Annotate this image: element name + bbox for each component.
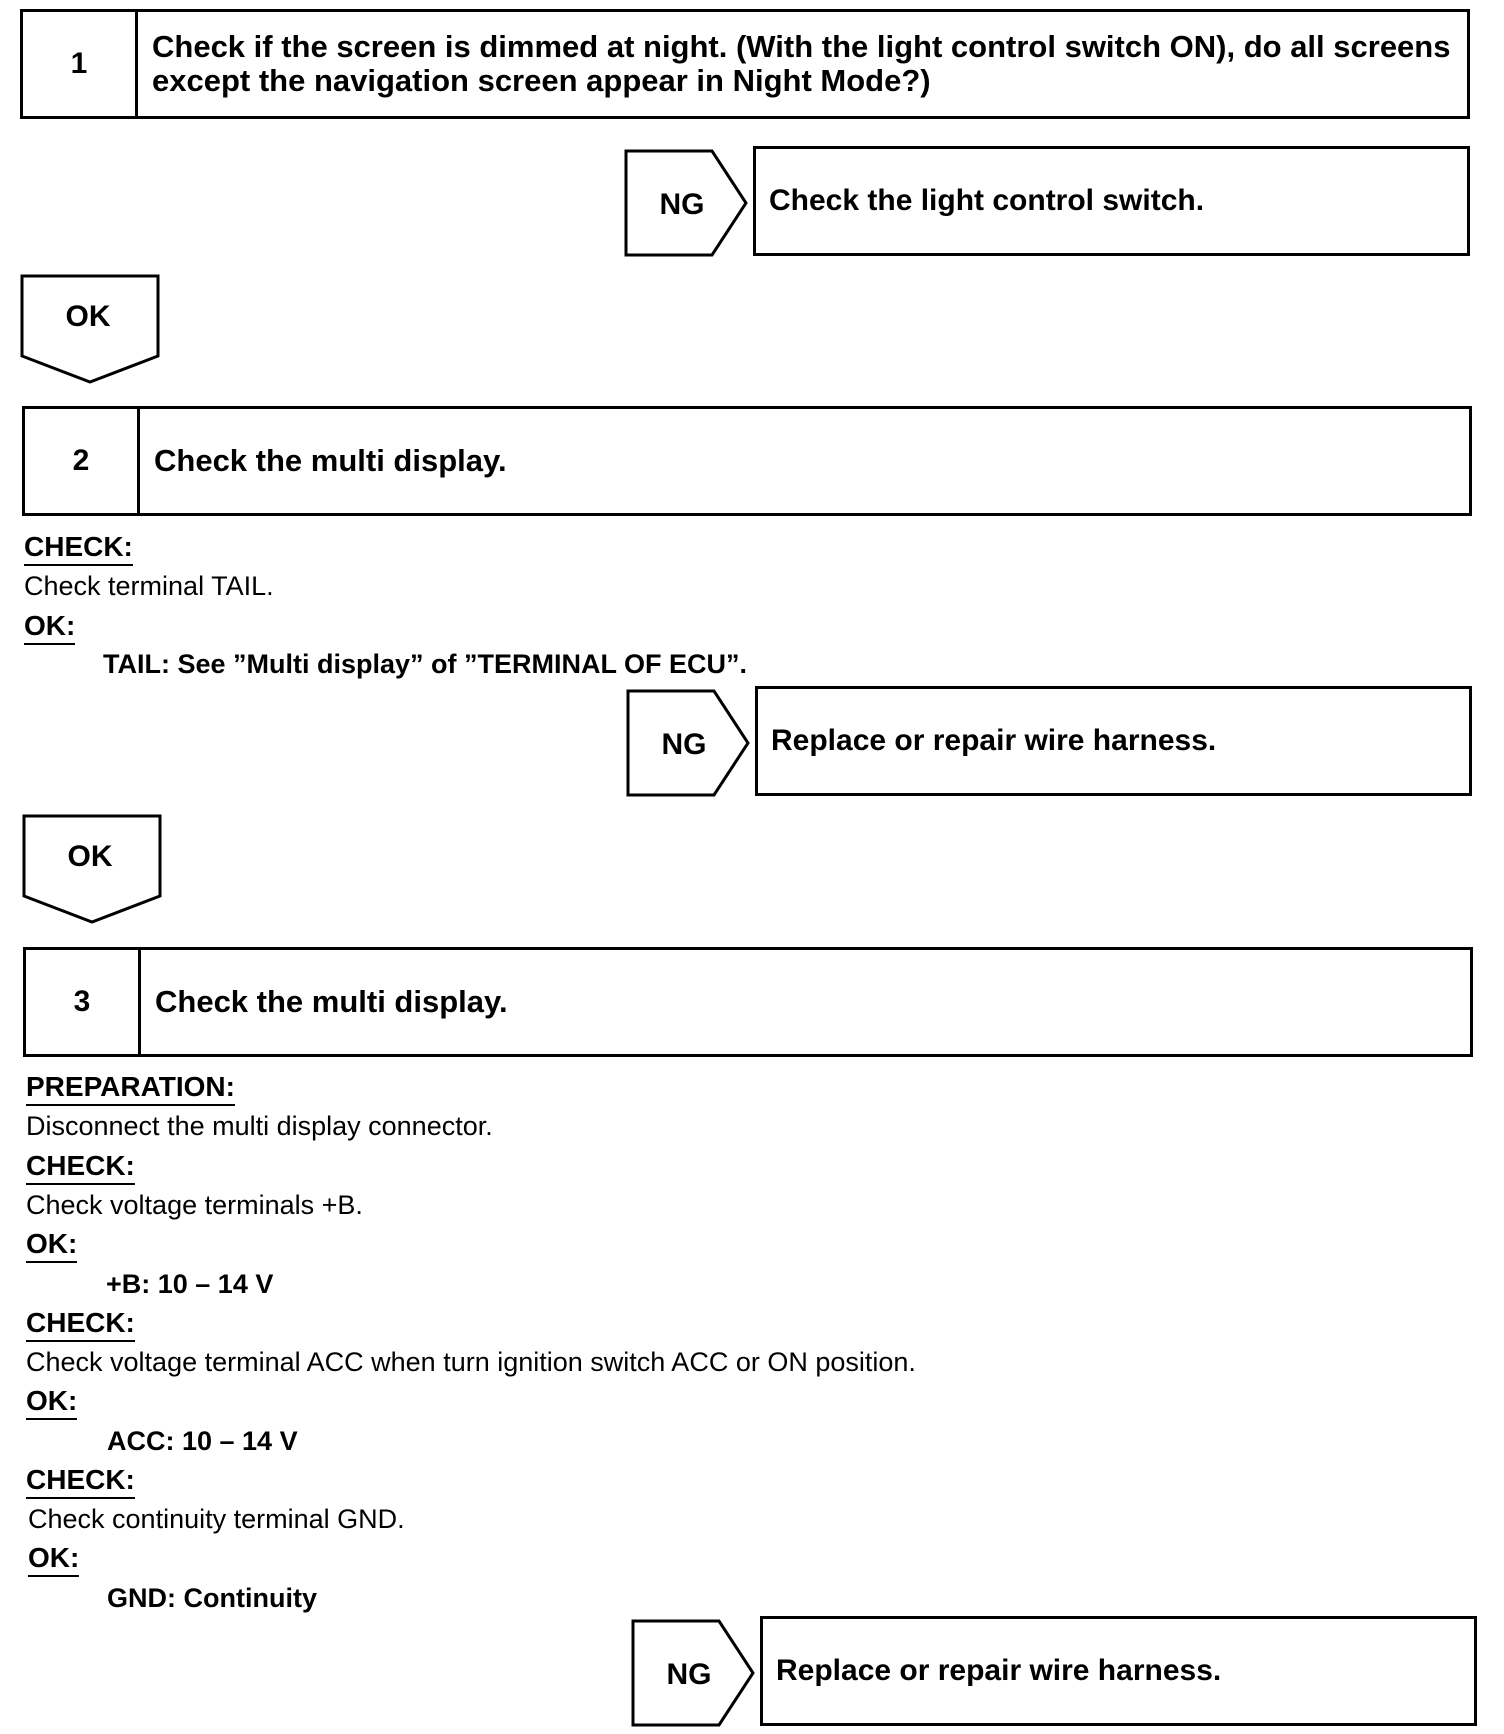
step-1-ng-action: Check the light control switch.: [769, 184, 1205, 217]
step-2-box: [22, 406, 1472, 516]
step-3-ok-2-heading: OK:: [26, 1385, 77, 1420]
step-3-preparation-text: Disconnect the multi display connector.: [26, 1111, 493, 1141]
step-2-ng-label: NG: [661, 728, 707, 761]
step-3-ok-1-heading: OK:: [26, 1228, 77, 1263]
step-2-ng-action-box: [755, 686, 1472, 796]
step-3-ng-action-box: [760, 1616, 1477, 1726]
step-2-check-label: CHECK:: [24, 531, 133, 566]
step-3-ok-3-text: GND: Continuity: [107, 1583, 317, 1613]
step-3-preparation-label: PREPARATION:: [26, 1071, 235, 1106]
step-1-box: [20, 9, 1470, 119]
step-2-ng-arrow: [626, 689, 752, 798]
step-3-ok-1-text: +B: 10 – 14 V: [106, 1269, 274, 1299]
step-3-check-2-label: CHECK:: [26, 1307, 135, 1342]
step-3-ng-label: NG: [666, 1658, 712, 1691]
step-2-number: 2: [25, 409, 140, 513]
step-1-ok-arrow: [20, 274, 162, 386]
step-2-ok-arrow: [22, 814, 164, 926]
step-2-ok-text: TAIL: See ”Multi display” of ”TERMINAL OF ECU”.: [103, 649, 748, 679]
step-3-check-3-text: Check continuity terminal GND.: [28, 1504, 405, 1534]
step-3-ng-arrow: [631, 1619, 757, 1728]
step-3-ok-3-heading: OK:: [28, 1542, 79, 1577]
step-2-ng-action: Replace or repair wire harness.: [771, 724, 1217, 757]
step-3-text: Check the multi display.: [155, 984, 508, 1019]
step-1-text: Check if the screen is dimmed at night. (With the light control switch ON), do all screens except the navigation screen appear in Night Mode?): [152, 29, 1451, 98]
step-3-box: [23, 947, 1473, 1057]
step-2-ok-label: OK: [67, 840, 113, 873]
step-3-number: 3: [26, 950, 141, 1054]
step-3-ok-2-text: ACC: 10 – 14 V: [107, 1426, 298, 1456]
step-3-check-3-label: CHECK:: [26, 1464, 135, 1499]
step-2-ok-heading: OK:: [24, 610, 75, 645]
step-1-ok-label: OK: [65, 300, 111, 333]
step-3-ng-action: Replace or repair wire harness.: [776, 1654, 1222, 1687]
step-1-ng-arrow: [624, 149, 750, 258]
step-1-number: 1: [23, 12, 138, 116]
step-3-check-1-text: Check voltage terminals +B.: [26, 1190, 363, 1220]
step-3-check-2-text: Check voltage terminal ACC when turn ignition switch ACC or ON position.: [26, 1347, 916, 1377]
step-1-ng-action-box: [753, 146, 1470, 256]
step-1-ng-label: NG: [659, 188, 705, 221]
step-3-check-1-label: CHECK:: [26, 1150, 135, 1185]
step-2-text: Check the multi display.: [154, 443, 507, 478]
step-2-check-text: Check terminal TAIL.: [24, 571, 274, 601]
